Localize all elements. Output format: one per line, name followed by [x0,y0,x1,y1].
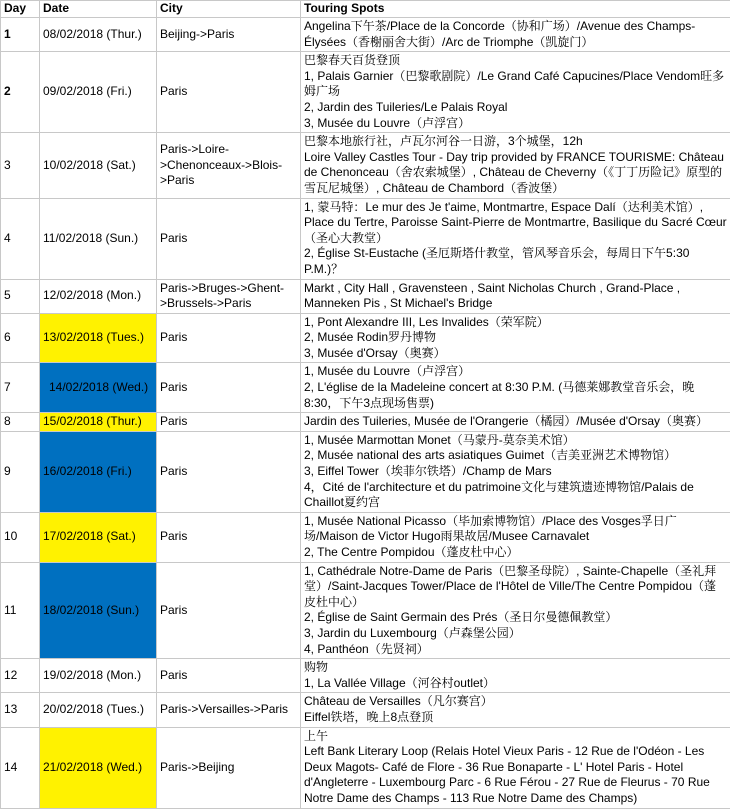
date-cell[interactable]: 10/02/2018 (Sat.) [40,133,157,198]
date-cell[interactable]: 20/02/2018 (Tues.) [40,693,157,727]
spot-line: 1, 蒙马特：Le mur des Je t'aime, Montmartre, Espace Dalí（达利美术馆）, Place du Tertre, Paroisse Saint-Pierre de Montmartre, Basilique du Sacré Cœur（圣心大教堂） [304,200,727,247]
spots-cell[interactable] [301,431,730,512]
date-cell[interactable]: 21/02/2018 (Wed.) [40,727,157,808]
spot-line: 2, The Centre Pompidou（蓬皮杜中心） [304,545,727,561]
city-cell[interactable]: Paris [157,413,301,432]
table-row [1,133,730,198]
spot-line: 1, Pont Alexandre III, Les Invalides（荣军院） [304,315,727,331]
spot-line: 1, Palais Garnier（巴黎歌剧院）/Le Grand Café Capucines/Place Vendom旺多姆广场 [304,69,727,100]
spot-line: 1, Musée National Picasso（毕加索博物馆）/Place des Vosges孚日广场/Maison de Victor Hugo雨果故居/Musee Carnavalet [304,514,727,545]
spots-cell[interactable] [301,659,730,693]
spot-line: 3, Musée d'Orsay（奥赛） [304,346,727,362]
spot-line: 上午 [304,729,727,745]
spots-cell[interactable] [301,18,730,52]
date-cell[interactable]: 17/02/2018 (Sat.) [40,512,157,562]
day-cell[interactable]: 14 [1,727,40,808]
table-row [1,313,730,363]
city-cell[interactable]: Paris [157,52,301,133]
spots-cell[interactable] [301,133,730,198]
spot-line: 1, Musée du Louvre（卢浮宫） [304,364,727,380]
date-cell[interactable]: 08/02/2018 (Thur.) [40,18,157,52]
spots-cell[interactable] [301,279,730,313]
spot-line: 3, Jardin du Luxembourg（卢森堡公园） [304,626,727,642]
spot-line: Jardin des Tuileries, Musée de l'Orangerie（橘园）/Musée d'Orsay（奥赛） [304,414,727,430]
spots-cell[interactable] [301,512,730,562]
table-row [1,562,730,659]
city-cell[interactable]: Beijing->Paris [157,18,301,52]
spot-line: Loire Valley Castles Tour - Day trip provided by FRANCE TOURISME: Château de Chenonceau（舍农索城堡）, Château de Cheverny（《丁丁历险记》原型的雪瓦尼城堡）, Château de Chambord（香波堡） [304,150,727,197]
spot-line: 购物 [304,660,727,676]
date-cell[interactable]: 18/02/2018 (Sun.) [40,562,157,659]
day-cell[interactable]: 10 [1,512,40,562]
city-cell[interactable]: Paris->Loire->Chenonceaux->Blois->Paris [157,133,301,198]
city-cell[interactable]: Paris [157,659,301,693]
header-date[interactable]: Date [40,1,157,18]
date-cell[interactable]: 16/02/2018 (Fri.) [40,431,157,512]
date-cell[interactable]: 15/02/2018 (Thur.) [40,413,157,432]
spot-line: 2, L'église de la Madeleine concert at 8:30 P.M. (马德莱娜教堂音乐会，晚8:30，下午3点现场售票) [304,380,727,411]
day-cell[interactable]: 9 [1,431,40,512]
day-cell[interactable]: 7 [1,363,40,413]
day-cell[interactable]: 4 [1,198,40,279]
spots-cell[interactable] [301,413,730,432]
table-row [1,413,730,432]
spot-line: 3, Eiffel Tower（埃菲尔铁塔）/Champ de Mars [304,464,727,480]
day-cell[interactable]: 12 [1,659,40,693]
table-row [1,279,730,313]
spot-line: 3, Musée du Louvre（卢浮宫） [304,116,727,132]
header-touring-spots[interactable]: Touring Spots [301,1,730,18]
table-row [1,693,730,727]
date-cell[interactable]: 12/02/2018 (Mon.) [40,279,157,313]
spots-cell[interactable] [301,313,730,363]
spot-line: 2, Jardin des Tuileries/Le Palais Royal [304,100,727,116]
spot-line: 巴黎本地旅行社，卢瓦尔河谷一日游，3个城堡，12h [304,134,727,150]
day-cell[interactable]: 6 [1,313,40,363]
table-row [1,198,730,279]
header-day[interactable]: Day [1,1,40,18]
table-row [1,363,730,413]
header-city[interactable]: City [157,1,301,18]
spots-cell[interactable] [301,198,730,279]
spot-line: Eiffel铁塔，晚上8点登顶 [304,710,727,726]
day-cell[interactable]: 5 [1,279,40,313]
spot-line: 4, Panthéon（先贤祠） [304,642,727,658]
day-cell[interactable]: 2 [1,52,40,133]
city-cell[interactable]: Paris [157,313,301,363]
date-cell[interactable]: 11/02/2018 (Sun.) [40,198,157,279]
day-cell[interactable]: 1 [1,18,40,52]
city-cell[interactable]: Paris [157,431,301,512]
city-cell[interactable]: Paris [157,363,301,413]
spot-line: 1, La Vallée Village（河谷村outlet） [304,676,727,692]
spots-cell[interactable] [301,562,730,659]
spot-line: 2, Église St-Eustache (圣厄斯塔什教堂，管风琴音乐会，每周日下午5:30 P.M.)？ [304,246,727,277]
table-row [1,659,730,693]
table-row [1,18,730,52]
spot-line: 2, Musée national des arts asiatiques Guimet（吉美亚洲艺术博物馆） [304,448,727,464]
city-cell[interactable]: Paris->Versailles->Paris [157,693,301,727]
table-row [1,431,730,512]
header-row [1,1,730,18]
date-cell[interactable]: 19/02/2018 (Mon.) [40,659,157,693]
spots-cell[interactable] [301,363,730,413]
spot-line: Markt , City Hall , Gravensteen , Saint Nicholas Church , Grand-Place , Manneken Pis , St Michael's Bridge [304,281,727,312]
spot-line: Left Bank Literary Loop (Relais Hotel Vieux Paris - 12 Rue de l'Odéon - Les Deux Magots- Café de Flore - 36 Rue Bonaparte - L' Hotel Paris - Hotel d'Angleterre - Luxembourg Parc - 6 Rue Férou - 27 Rue de Fleurus - 70 Rue Notre Dame des Champs - 113 Rue Notre Dame des Champs) [304,744,727,806]
day-cell[interactable]: 8 [1,413,40,432]
table-row [1,512,730,562]
spots-cell[interactable] [301,727,730,808]
spot-line: 1, Musée Marmottan Monet（马蒙丹-莫奈美术馆） [304,433,727,449]
spot-line: 4，Cité de l'architecture et du patrimoine文化与建筑遗迹博物馆/Palais de Chaillot夏约宫 [304,480,727,511]
spot-line: 1, Cathédrale Notre-Dame de Paris（巴黎圣母院）, Sainte-Chapelle（圣礼拜堂）/Saint-Jacques Tower/Place de l'Hôtel de Ville/The Centre Pompidou（蓬皮杜中心） [304,564,727,611]
spot-line: 巴黎春天百货登顶 [304,53,727,69]
spot-line: 2, Musée Rodin罗丹博物 [304,330,727,346]
day-cell[interactable]: 13 [1,693,40,727]
spots-cell[interactable] [301,52,730,133]
city-cell[interactable]: Paris [157,562,301,659]
table-row [1,52,730,133]
city-cell[interactable]: Paris->Bruges->Ghent->Brussels->Paris [157,279,301,313]
date-cell[interactable]: 09/02/2018 (Fri.) [40,52,157,133]
spot-line: 2, Église de Saint Germain des Prés（圣日尔曼德佩教堂） [304,610,727,626]
spot-line: Château de Versailles（凡尔赛宫） [304,694,727,710]
date-cell[interactable]: 13/02/2018 (Tues.) [40,313,157,363]
city-cell[interactable]: Paris [157,198,301,279]
day-cell[interactable]: 11 [1,562,40,659]
city-cell[interactable]: Paris->Beijing [157,727,301,808]
table-row [1,727,730,808]
city-cell[interactable]: Paris [157,512,301,562]
day-cell[interactable]: 3 [1,133,40,198]
spot-line: Angelina下午茶/Place de la Concorde（协和广场）/Avenue des Champs-Élysées（香榭丽舍大街）/Arc de Triomphe（凯旋门） [304,19,727,50]
date-cell[interactable]: 14/02/2018 (Wed.) [40,363,157,413]
spots-cell[interactable] [301,693,730,727]
